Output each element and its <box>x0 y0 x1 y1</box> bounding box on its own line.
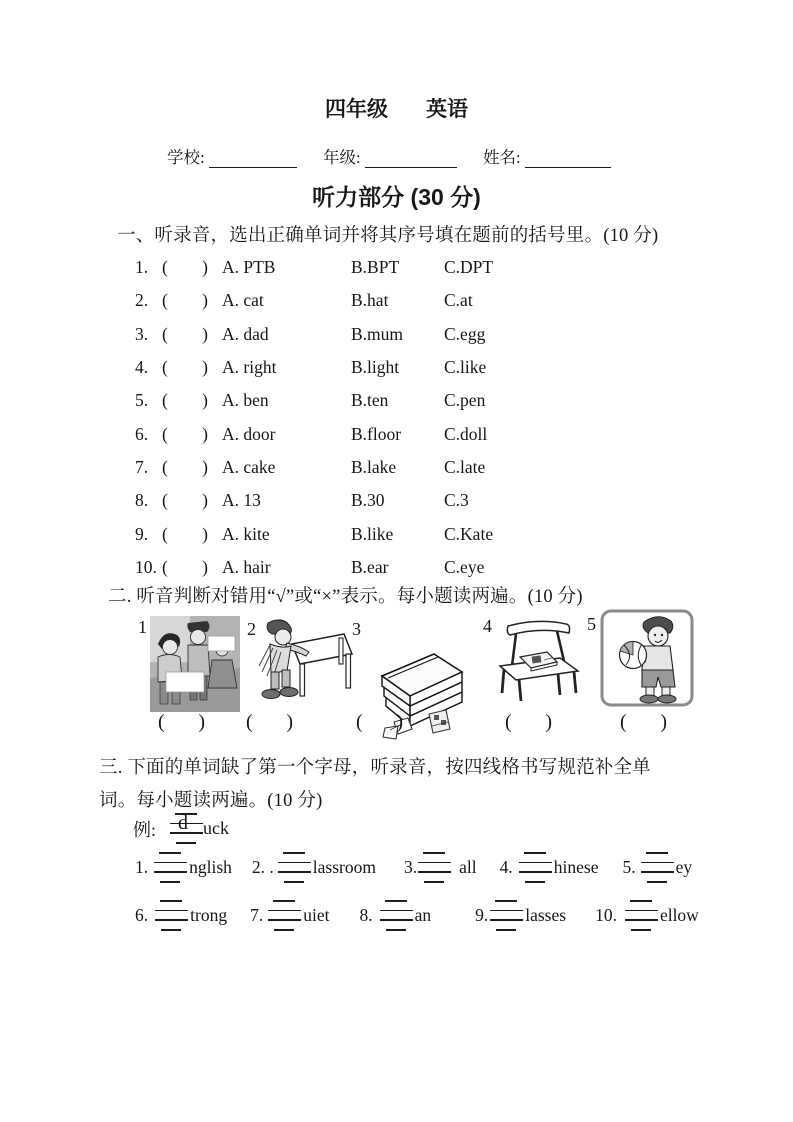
word-item <box>250 900 329 931</box>
answer-bracket[interactable]: ( ) <box>162 556 208 577</box>
page-title <box>0 93 793 123</box>
option-a: A. dad <box>222 323 269 344</box>
option-a: A. kite <box>222 523 270 544</box>
choice-row <box>135 351 695 384</box>
item-number: 1. <box>135 857 149 877</box>
fourline-grid[interactable] <box>155 900 188 931</box>
example-row <box>133 813 229 844</box>
answer-bracket[interactable]: ( ) <box>162 357 208 378</box>
option-c: C.egg <box>444 323 486 344</box>
choice-row <box>135 318 695 351</box>
answer-bracket[interactable]: ( ) <box>162 290 208 311</box>
item-number: 7. <box>250 905 264 925</box>
word-item <box>404 852 477 883</box>
option-b: B.ten <box>351 390 389 411</box>
option-b: B.ear <box>351 556 389 577</box>
word-item <box>359 900 431 931</box>
item-number: 3. <box>135 323 149 344</box>
answer-bracket[interactable]: ( ) <box>162 456 208 477</box>
option-b: B.light <box>351 357 400 378</box>
name-blank[interactable] <box>525 150 611 168</box>
word-suffix: lassroom <box>312 857 376 877</box>
option-c: C.doll <box>444 423 488 444</box>
choice-row <box>135 484 695 517</box>
fourline-grid[interactable] <box>490 900 523 931</box>
fourline-grid[interactable] <box>380 900 413 931</box>
item-number: 8. <box>359 905 373 925</box>
choice-row <box>135 551 695 584</box>
option-a: A. right <box>222 357 277 378</box>
item-number: 10. <box>135 556 157 577</box>
item-number: 5. <box>622 857 636 877</box>
picture-number: 1 <box>138 617 147 637</box>
word-item <box>595 900 699 931</box>
option-a: A. door <box>222 423 276 444</box>
answer-bracket[interactable]: ( ) <box>162 490 208 511</box>
word-suffix: ellow <box>659 905 699 925</box>
picture-boy-cleaning-desk <box>256 618 354 704</box>
choice-row <box>135 417 695 450</box>
option-c: C.pen <box>444 390 486 411</box>
item-number: 6. <box>135 905 149 925</box>
word-row-2 <box>135 900 699 931</box>
picture-number: 2 <box>247 619 256 639</box>
word-item <box>622 852 692 883</box>
option-b: B.mum <box>351 323 404 344</box>
word-suffix: all <box>459 857 477 877</box>
example-word-rest: uck <box>203 818 230 838</box>
option-b: B.lake <box>351 456 397 477</box>
option-a: A. 13 <box>222 490 261 511</box>
word-suffix: uiet <box>303 905 330 925</box>
item-number: 9. <box>475 905 489 925</box>
item-number: 10. <box>595 905 617 925</box>
item-number: 1. <box>135 257 149 278</box>
picture-children-talking <box>150 616 240 712</box>
picture-number: 5 <box>587 614 596 634</box>
option-a: A. ben <box>222 390 269 411</box>
answer-bracket[interactable]: ( ) <box>162 257 208 278</box>
name-label: 姓名: <box>483 148 521 167</box>
section3-heading-line2: 词。每小题读两遍。(10 分) <box>99 791 323 811</box>
item-number: 4. <box>135 357 149 378</box>
section3-heading-line1: 三. 下面的单词缺了第一个字母，听录音，按四线格书写规范补全单 <box>99 758 651 778</box>
option-c: C.Kate <box>444 523 494 544</box>
option-a: A. cat <box>222 290 264 311</box>
subject-title: 英语 <box>426 97 468 121</box>
word-suffix: an <box>414 905 432 925</box>
choice-row <box>135 251 695 284</box>
item-number: 3. <box>404 857 418 877</box>
section2-heading: 二. 听音判断对错用“√”或“×”表示。每小题读两遍。(10 分) <box>108 587 583 607</box>
word-item <box>135 900 227 931</box>
grade-title: 四年级 <box>325 97 388 121</box>
grade-field <box>323 144 457 168</box>
answer-bracket[interactable]: ( ) <box>162 523 208 544</box>
picture-boy-holding-ball <box>600 609 694 707</box>
word-suffix: hinese <box>553 857 599 877</box>
section1-list <box>135 251 695 584</box>
option-b: B.30 <box>351 490 385 511</box>
fourline-grid[interactable] <box>519 852 552 883</box>
answer-bracket[interactable]: ( ) <box>620 711 667 733</box>
fourline-grid[interactable] <box>268 900 301 931</box>
word-item <box>135 852 232 883</box>
item-number: 4. <box>499 857 513 877</box>
word-suffix: trong <box>190 905 228 925</box>
option-b: B.hat <box>351 290 389 311</box>
choice-row <box>135 451 695 484</box>
fourline-grid[interactable] <box>641 852 674 883</box>
choice-row <box>135 284 695 317</box>
example-letter: d <box>178 812 189 834</box>
option-c: C.late <box>444 456 486 477</box>
answer-bracket[interactable]: ( ) <box>158 711 205 733</box>
option-b: B.like <box>351 523 394 544</box>
listening-heading: 听力部分 (30 分) <box>312 184 481 210</box>
fourline-grid[interactable] <box>418 852 451 883</box>
chair-with-book-illustration <box>494 616 582 702</box>
answer-bracket[interactable]: ( ) <box>162 323 208 344</box>
boy-holding-ball-illustration <box>600 609 694 707</box>
option-a: A. hair <box>222 556 271 577</box>
word-item <box>475 900 566 931</box>
item-number: 2. . <box>251 857 274 877</box>
answer-bracket[interactable]: ( ) <box>246 711 293 733</box>
picture-number: 4 <box>483 616 492 636</box>
picture-chair-with-book <box>494 616 582 702</box>
option-c: C.3 <box>444 490 469 511</box>
children-talking-illustration <box>150 616 240 712</box>
word-suffix: ey <box>675 857 693 877</box>
grade-blank[interactable] <box>365 150 457 168</box>
option-c: C.at <box>444 290 473 311</box>
item-number: 6. <box>135 423 149 444</box>
answer-bracket[interactable]: ( ) <box>162 390 208 411</box>
option-b: B.BPT <box>351 257 400 278</box>
item-number: 9. <box>135 523 149 544</box>
option-c: C.DPT <box>444 257 494 278</box>
fourline-grid[interactable] <box>278 852 311 883</box>
school-label: 学校: <box>167 148 205 167</box>
answer-bracket[interactable]: ( ) <box>162 423 208 444</box>
option-c: C.like <box>444 357 487 378</box>
item-number: 8. <box>135 490 149 511</box>
word-row-1 <box>135 852 692 883</box>
item-number: 7. <box>135 456 149 477</box>
option-b: B.floor <box>351 423 402 444</box>
boy-cleaning-desk-illustration <box>256 618 354 704</box>
option-c: C.eye <box>444 556 485 577</box>
answer-bracket[interactable]: ( ) <box>356 711 403 733</box>
school-field <box>167 144 297 168</box>
answer-bracket[interactable]: ( ) <box>505 711 552 733</box>
word-suffix: lasses <box>525 905 567 925</box>
word-item <box>500 852 599 883</box>
item-number: 2. <box>135 290 149 311</box>
name-field <box>483 144 611 168</box>
word-suffix: nglish <box>189 857 232 877</box>
school-blank[interactable] <box>209 150 297 168</box>
word-item <box>252 852 376 883</box>
option-a: A. PTB <box>222 257 276 278</box>
example-label: 例: <box>133 819 157 840</box>
item-number: 5. <box>135 390 149 411</box>
option-a: A. cake <box>222 456 276 477</box>
choice-row <box>135 384 695 417</box>
picture-number: 3 <box>352 619 361 639</box>
fourline-grid[interactable] <box>625 900 658 931</box>
example-fourline-grid <box>170 813 203 844</box>
fourline-grid[interactable] <box>154 852 187 883</box>
grade-label: 年级: <box>323 148 361 167</box>
choice-row <box>135 517 695 550</box>
section1-heading: 一、听录音，选出正确单词并将其序号填在题前的括号里。(10 分) <box>117 226 659 246</box>
